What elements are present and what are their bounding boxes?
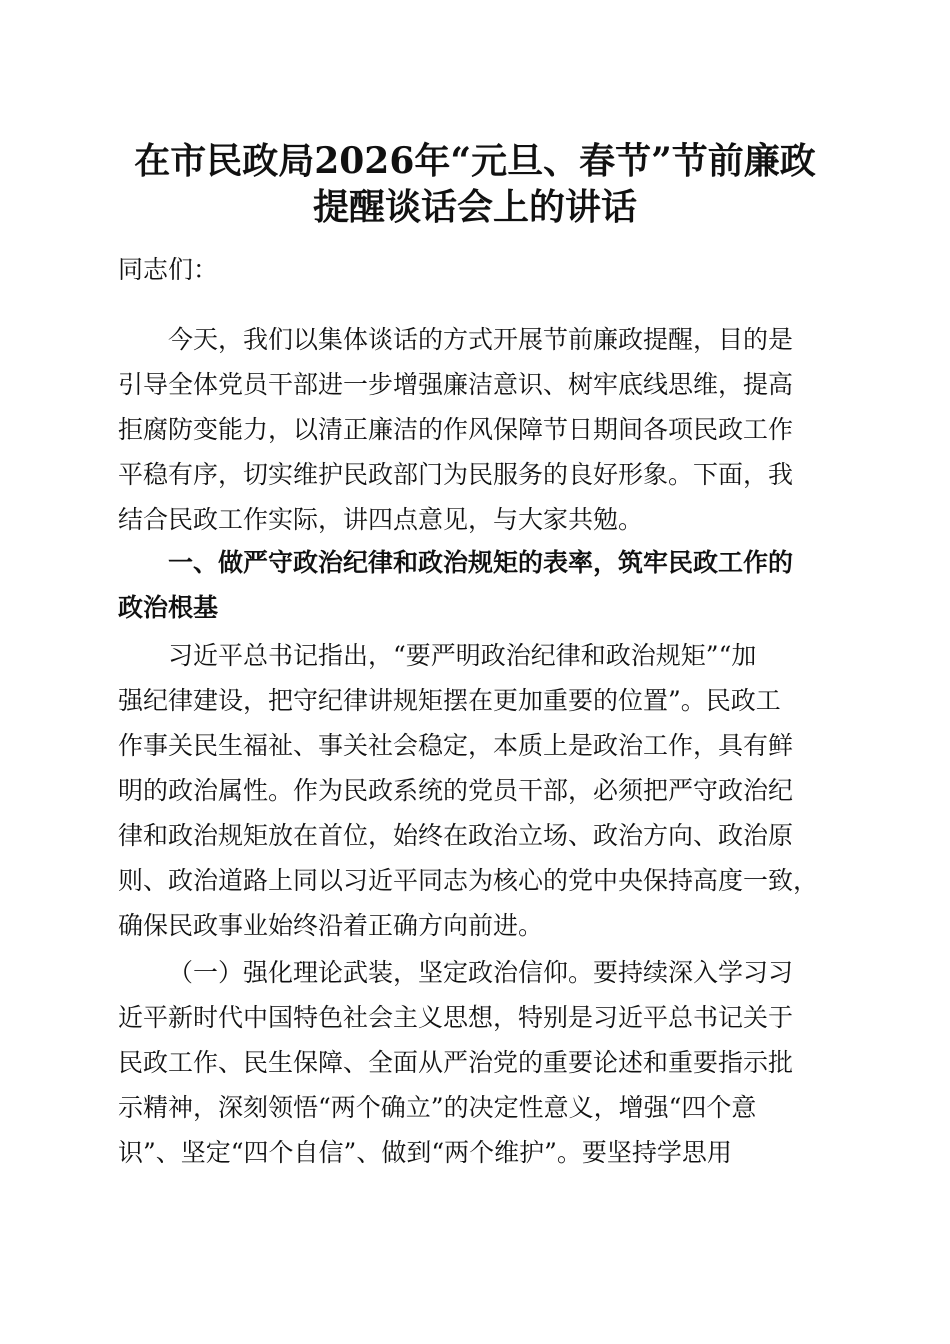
paragraph-line: 律和政治规矩放在首位，始终在政治立场、政治方向、政治原 [118, 821, 794, 850]
paragraph-line: 今天，我们以集体谈话的方式开展节前廉政提醒，目的是 [168, 325, 794, 354]
subsection-line: 示精神，深刻领悟“两个确立”的决定性意义，增强“四个意 [118, 1093, 757, 1122]
paragraph-line: 强纪律建设，把守纪律讲规矩摆在更加重要的位置”。民政工 [118, 686, 781, 715]
paragraph-line: 引导全体党员干部进一步增强廉洁意识、树牢底线思维，提高 [118, 370, 794, 399]
subsection-line: 近平新时代中国特色社会主义思想，特别是习近平总书记关于 [118, 1003, 794, 1032]
subsection-line: （一）强化理论武装，坚定政治信仰。要持续深入学习习 [168, 958, 794, 987]
paragraph-line: 结合民政工作实际，讲四点意见，与大家共勉。 [118, 505, 644, 534]
section-heading-line: 一、做严守政治纪律和政治规矩的表率，筑牢民政工作的 [168, 548, 794, 577]
paragraph-line: 平稳有序，切实维护民政部门为民服务的良好形象。下面，我 [118, 460, 794, 489]
document-title-line-2: 提醒谈话会上的讲话 [312, 186, 637, 228]
subsection-line: 民政工作、民生保障、全面从严治党的重要论述和重要指示批 [118, 1048, 794, 1077]
paragraph-line: 确保民政事业始终沿着正确方向前进。 [118, 911, 544, 940]
section-heading-line: 政治根基 [118, 593, 219, 622]
subsection-line: 识”、坚定“四个自信”、做到“两个维护”。要坚持学思用 [118, 1138, 732, 1167]
paragraph-line: 作事关民生福祉、事关社会稳定，本质上是政治工作，具有鲜 [118, 731, 794, 760]
paragraph-line: 拒腐防变能力，以清正廉洁的作风保障节日期间各项民政工作 [118, 415, 794, 444]
salutation: 同志们： [118, 255, 219, 284]
paragraph-line: 明的政治属性。作为民政系统的党员干部，必须把严守政治纪 [118, 776, 794, 805]
paragraph-line: 则、政治道路上同以习近平同志为核心的党中央保持高度一致， [118, 866, 819, 895]
paragraph-line: 习近平总书记指出，“要严明政治纪律和政治规矩”“加 [168, 641, 757, 670]
document-title-line-1: 在市民政局2026年“元旦、春节”节前廉政 [134, 140, 816, 182]
